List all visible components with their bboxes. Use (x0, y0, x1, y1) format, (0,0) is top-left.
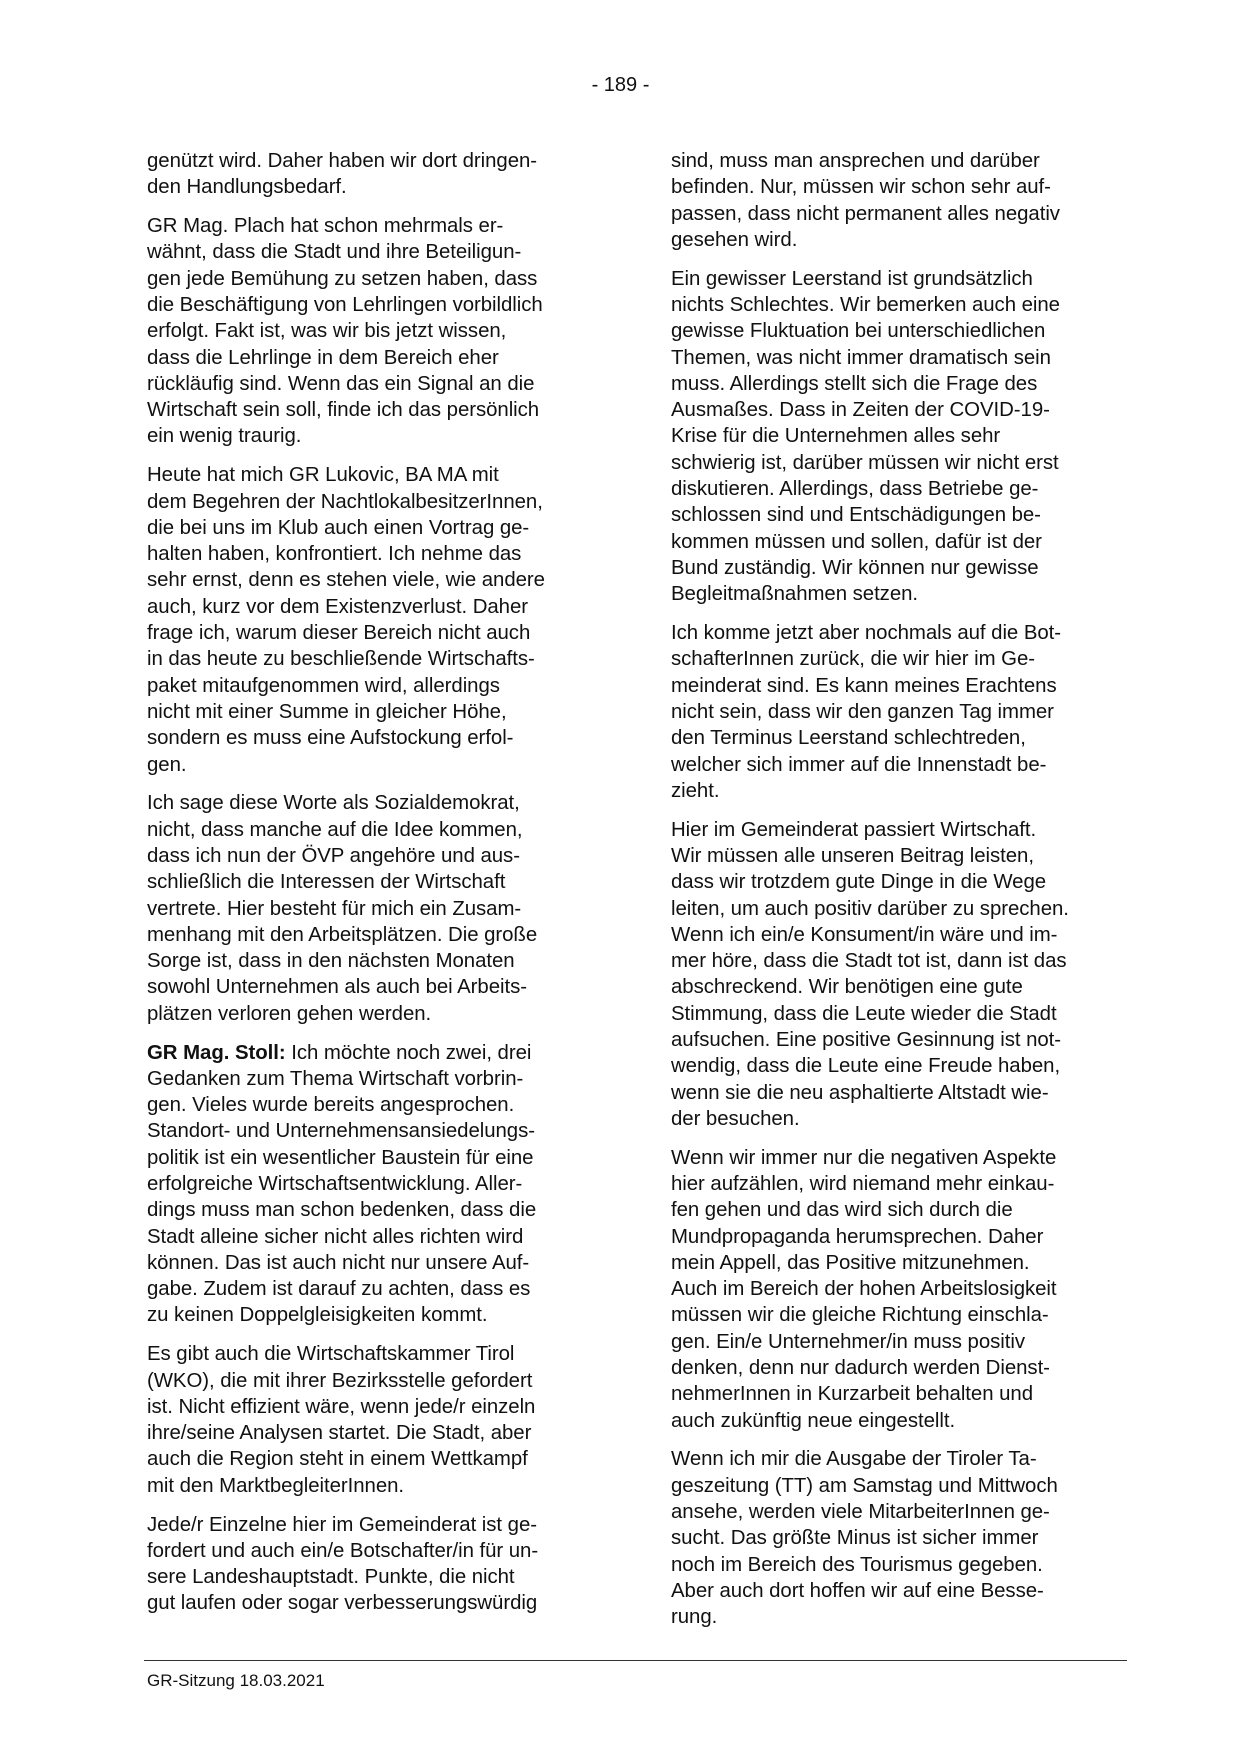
speech-paragraph (147, 1040, 607, 1329)
paragraph: Wenn wir immer nur die negativen Aspekte hier aufzählen, wird niemand mehr einkau- fen gehen und das wird sich durch die Mundpropaganda herumsprechen. Daher mein Appell, das Positive mitzunehmen. Auch im Bereich der hohen Arbeitslosigkeit müssen wir die gleiche Richtung einschla- gen. Ein/e Unternehmer/in muss positiv denken, denn nur dadurch werden Dienst- nehmerInnen in Kurzarbeit behalten und auch zukünftig neue eingestellt. (671, 1146, 1057, 1432)
paragraph: sind, muss man ansprechen und darüber befinden. Nur, müssen wir schon sehr auf- passen, dass nicht permanent alles negativ gesehen wird. (671, 150, 1060, 251)
right-column (671, 148, 1133, 1643)
paragraph: Ein gewisser Leerstand ist grundsätzlich nichts Schlechtes. Wir bemerken auch eine gewisse Fluktuation bei unterschiedlichen Themen, was nicht immer dramatisch sein muss. Allerdings stellt sich die Frage des Ausmaßes. Dass in Zeiten der COVID-19- Krise für die Unternehmen alles sehr schwierig ist, darüber müssen wir nicht erst diskutieren. Allerdings, dass Betriebe ge- schlossen sind und Entschädigungen be- kommen müssen und sollen, dafür ist der Bund zuständig. Wir können nur gewisse Begleitmaßnahmen setzen. (671, 267, 1060, 606)
footer-text: GR-Sitzung 18.03.2021 (147, 1671, 325, 1690)
paragraph: Wenn ich mir die Ausgabe der Tiroler Ta- geszeitung (TT) am Samstag und Mittwoch ansehe, werden viele MitarbeiterInnen ge- sucht. Das größte Minus ist sicher immer noch im Bereich des Tourismus gegeben. Aber auch dort hoffen wir auf eine Besse- rung. (671, 1448, 1058, 1629)
page-number: - 189 - (591, 74, 650, 96)
paragraph: genützt wird. Daher haben wir dort dringen- den Handlungsbedarf. (147, 150, 538, 199)
footer-divider (144, 1660, 1127, 1661)
paragraph: Jede/r Einzelne hier im Gemeinderat ist ge- fordert und auch ein/e Botschafter/in für un- sere Landeshauptstadt. Punkte, die nicht gut laufen oder sogar verbesserungswürdig (147, 1513, 539, 1615)
speech-text: Ich möchte noch zwei, drei Gedanken zum Thema Wirtschaft vorbrin- gen. Vieles wurde bereits angesprochen. Standort- und Unternehmensansiedelungs- politik ist ein wesentlicher Baustein für eine erfolgreiche Wirtschaftsentwicklung. Aller- dings muss man schon bedenken, dass die Stadt alleine sicher nicht alles richten wird können. Das ist auch nicht nur unsere Auf- gabe. Zudem ist darauf zu achten, dass es zu keinen Doppelgleisigkeiten kommt. (147, 1041, 537, 1327)
paragraph: Ich komme jetzt aber nochmals auf die Bot- schafterInnen zurück, die wir hier im Ge- meinderat sind. Es kann meines Erachtens nicht sein, dass wir den ganzen Tag immer den Terminus Leerstand schlechtreden, welcher sich immer auf die Innenstadt be- zieht. (671, 622, 1062, 802)
paragraph: GR Mag. Plach hat schon mehrmals er- wähnt, dass die Stadt und ihre Beteiligun- gen jede Bemühung zu setzen haben, dass die Beschäftigung von Lehrlingen vorbildlich erfolgt. Fakt ist, was wir bis jetzt wissen, dass die Lehrlinge in dem Bereich eher rückläufig sind. Wenn das ein Signal an die Wirtschaft sein soll, finde ich das persönlich ein wenig traurig. (147, 215, 543, 448)
left-column (147, 148, 607, 1629)
paragraph: Ich sage diese Worte als Sozialdemokrat, nicht, dass manche auf die Idee kommen, dass ich nun der ÖVP angehöre und aus- schließlich die Interessen der Wirtschaft vertrete. Hier besteht für mich ein Zusam- menhang mit den Arbeitsplätzen. Die große Sorge ist, dass in den nächsten Monaten sowohl Unternehmen als auch bei Arbeits- plätzen verloren gehen werden. (147, 792, 538, 1025)
paragraph: Es gibt auch die Wirtschaftskammer Tirol (WKO), die mit ihrer Bezirksstelle gefordert ist. Nicht effizient wäre, wenn jede/r einzeln ihre/seine Analysen startet. Die Stadt, aber auch die Region steht in einem Wettkampf mit den MarktbegleiterInnen. (147, 1343, 536, 1497)
paragraph: Heute hat mich GR Lukovic, BA MA mit dem Begehren der NachtlokalbesitzerInnen, die bei uns im Klub auch einen Vortrag ge- halten haben, konfrontiert. Ich nehme das sehr ernst, denn es stehen viele, wie andere auch, kurz vor dem Existenzverlust. Daher frage ich, warum dieser Bereich nicht auch in das heute zu beschließende Wirtschafts- paket mitaufgenommen wird, allerdings nicht mit einer Summe in gleicher Höhe, sondern es muss eine Aufstockung erfol- gen. (147, 464, 545, 776)
paragraph: Hier im Gemeinderat passiert Wirtschaft. Wir müssen alle unseren Beitrag leisten, dass wir trotzdem gute Dinge in die Wege leiten, um auch positiv darüber zu sprechen. Wenn ich ein/e Konsument/in wäre und im- mer höre, dass die Stadt tot ist, dann ist das abschreckend. Wir benötigen eine gute Stimmung, dass die Leute wieder die Stadt aufsuchen. Eine positive Gesinnung ist not- wendig, dass die Leute eine Freude haben, wenn sie die neu asphaltierte Altstadt wie- der besuchen. (671, 818, 1069, 1130)
speaker-name: GR Mag. Stoll: (147, 1041, 286, 1064)
